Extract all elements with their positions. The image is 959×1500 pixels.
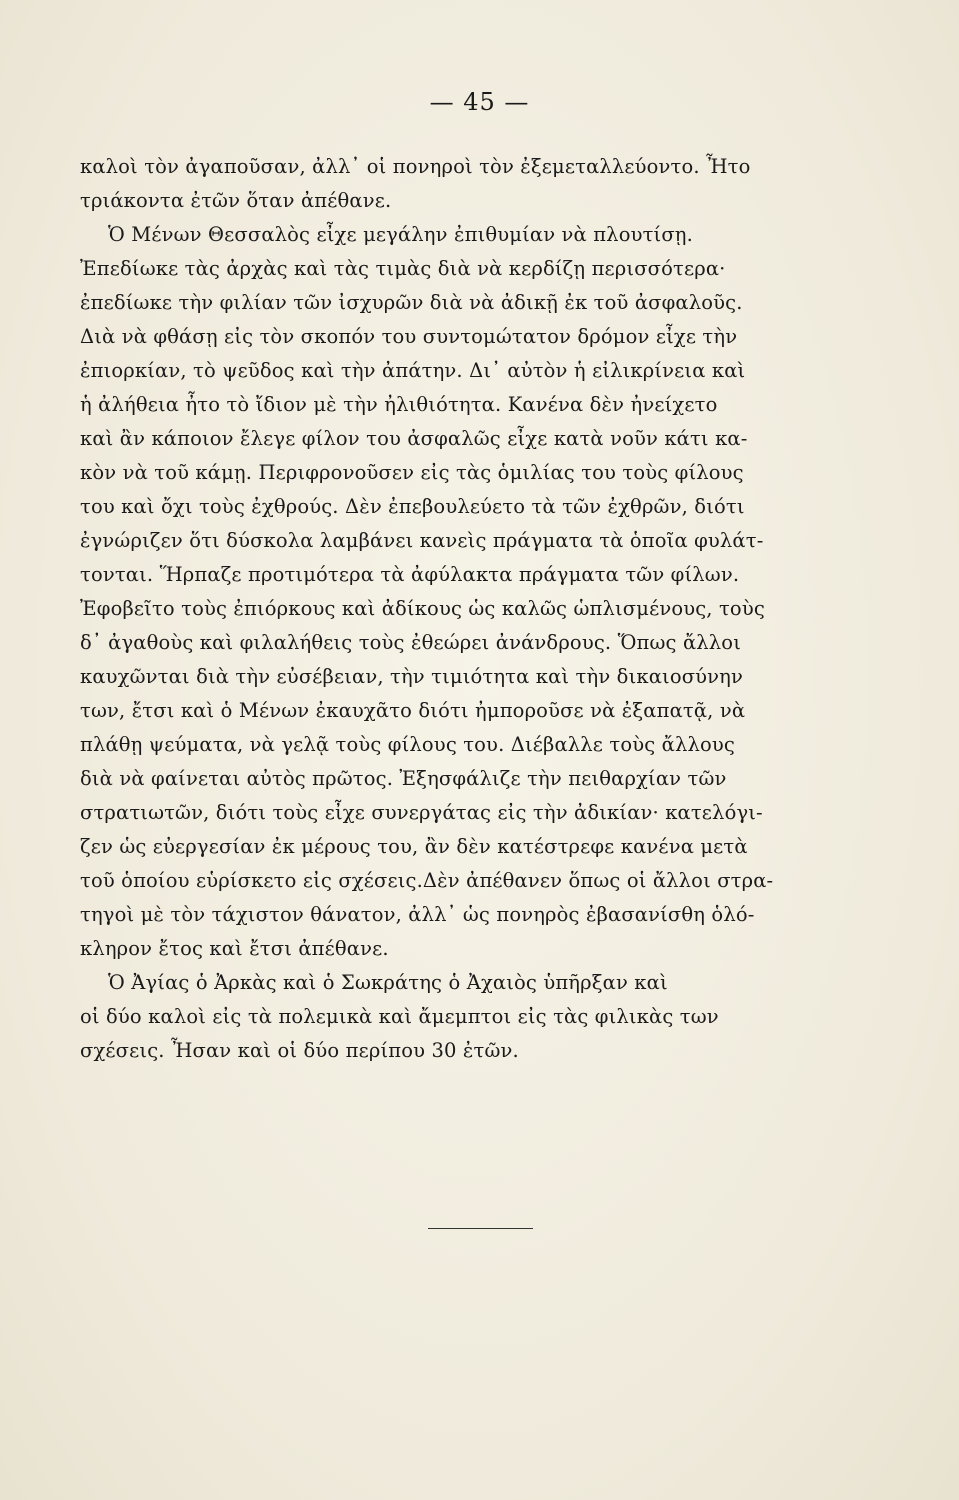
text-line: ζεν ὡς εὐεργεσίαν ἐκ μέρους του, ἂν δὲν κατέστρεφε κανένα μετὰ	[80, 835, 748, 858]
text-line: κληρον ἔτος καὶ ἔτσι ἀπέθανε.	[80, 937, 389, 960]
text-line: τοῦ ὁποίου εὑρίσκετο εἰς σχέσεις.Δὲν ἀπέθανεν ὅπως οἱ ἄλλοι στρα-	[80, 869, 774, 892]
body-text	[80, 150, 840, 1068]
text-line: καὶ ἂν κάποιον ἔλεγε φίλον του ἀσφαλῶς εἶχε κατὰ νοῦν κάτι κα-	[80, 427, 748, 450]
text-line: οἱ δύο καλοὶ εἰς τὰ πολεμικὰ καὶ ἄμεμπτοι εἰς τὰς φιλικὰς των	[80, 1005, 719, 1028]
text-line: διὰ νὰ φαίνεται αὐτὸς πρῶτος. Ἐξησφάλιζε τὴν πειθαρχίαν τῶν	[80, 767, 727, 790]
text-line: ἐγνώριζεν ὅτι δύσκολα λαμβάνει κανεὶς πράγματα τὰ ὁποῖα φυλάτ-	[80, 529, 764, 552]
text-line: καυχῶνται διὰ τὴν εὐσέβειαν, τὴν τιμιότητα καὶ τὴν δικαιοσύνην	[80, 665, 744, 688]
text-line: κὸν νὰ τοῦ κάμῃ. Περιφρονοῦσεν εἰς τὰς ὁμιλίας του τοὺς φίλους	[80, 461, 744, 484]
page-number: — 45 —	[429, 88, 530, 116]
text-line: σχέσεις. Ἦσαν καὶ οἱ δύο περίπου 30 ἐτῶν.	[80, 1039, 519, 1062]
text-line: Ἐφοβεῖτο τοὺς ἐπιόρκους καὶ ἀδίκους ὡς καλῶς ὡπλισμένους, τοὺς	[80, 597, 765, 620]
text-line: Ἐπεδίωκε τὰς ἀρχὰς καὶ τὰς τιμὰς διὰ νὰ κερδίζῃ περισσότερα·	[80, 257, 726, 280]
text-line: ἐπιορκίαν, τὸ ψεῦδος καὶ τὴν ἀπάτην. Δι᾽ αὐτὸν ἡ εἰλικρίνεια καὶ	[80, 359, 746, 382]
text-line: πλάθῃ ψεύματα, νὰ γελᾷ τοὺς φίλους του. Διέβαλλε τοὺς ἄλλους	[80, 733, 735, 756]
text-line: Ὁ Μένων Θεσσαλὸς εἶχε μεγάλην ἐπιθυμίαν νὰ πλουτίσῃ.	[108, 223, 693, 246]
text-line: καλοὶ τὸν ἀγαποῦσαν, ἀλλ᾽ οἱ πονηροὶ τὸν ἐξεμεταλλεύοντο. Ἦτο	[80, 155, 751, 178]
text-line: ἐπεδίωκε τὴν φιλίαν τῶν ἰσχυρῶν διὰ νὰ ἀδικῇ ἐκ τοῦ ἀσφαλοῦς.	[80, 291, 743, 314]
text-line: Διὰ νὰ φθάσῃ εἰς τὸν σκοπόν του συντομώτατον δρόμον εἶχε τὴν	[80, 325, 738, 348]
text-line: του καὶ ὄχι τοὺς ἐχθρούς. Δὲν ἐπεβουλεύετο τὰ τῶν ἐχθρῶν, διότι	[80, 495, 745, 518]
text-line: στρατιωτῶν, διότι τοὺς εἶχε συνεργάτας εἰς τὴν ἀδικίαν· κατελόγι-	[80, 801, 763, 824]
text-line: τηγοὶ μὲ τὸν τάχιστον θάνατον, ἀλλ᾽ ὡς πονηρὸς ἐβασανίσθη ὁλό-	[80, 903, 755, 926]
text-line: δ᾽ ἀγαθοὺς καὶ φιλαλήθεις τοὺς ἐθεώρει ἀνάνδρους. Ὅπως ἄλλοι	[80, 631, 741, 654]
text-line: Ὁ Ἀγίας ὁ Ἀρκὰς καὶ ὁ Σωκράτης ὁ Ἀχαιὸς ὑπῆρξαν καὶ	[108, 971, 668, 994]
section-divider	[428, 1228, 533, 1229]
text-line: ἡ ἀλήθεια ἦτο τὸ ἴδιον μὲ τὴν ἠλιθιότητα. Κανένα δὲν ἠνείχετο	[80, 393, 718, 416]
text-line: τονται. Ἥρπαζε προτιμότερα τὰ ἀφύλακτα πράγματα τῶν φίλων.	[80, 563, 740, 586]
text-line: των, ἔτσι καὶ ὁ Μένων ἐκαυχᾶτο διότι ἠμποροῦσε νὰ ἐξαπατᾷ, νὰ	[80, 699, 746, 722]
text-line: τριάκοντα ἐτῶν ὅταν ἀπέθανε.	[80, 189, 392, 212]
